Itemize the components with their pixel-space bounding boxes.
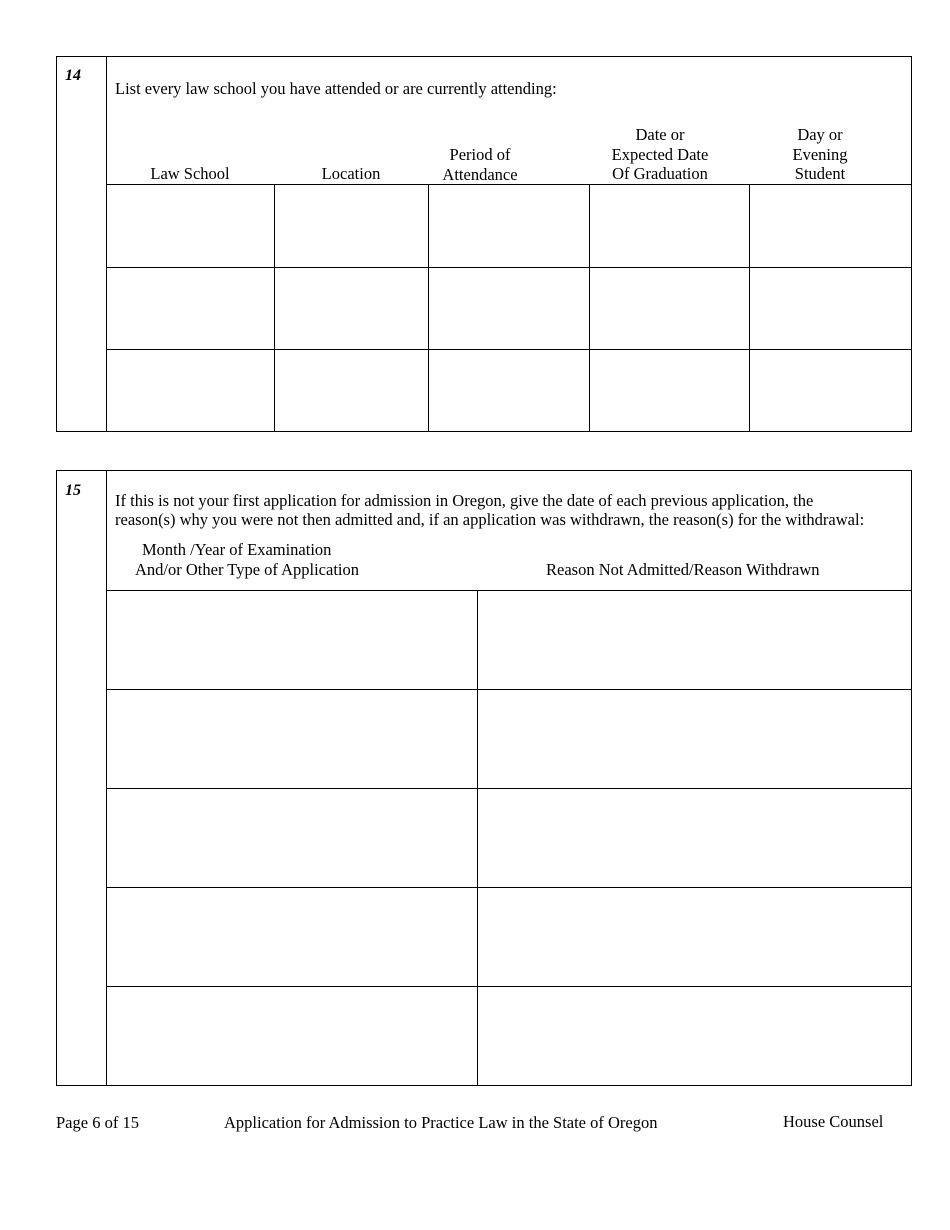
exam-date-field[interactable] — [107, 690, 477, 788]
column-header-reason: Reason Not Admitted/Reason Withdrawn — [546, 560, 820, 579]
period-of-attendance-field[interactable] — [429, 185, 589, 267]
exam-date-field[interactable] — [107, 789, 477, 887]
period-of-attendance-field[interactable] — [429, 268, 589, 349]
location-field[interactable] — [275, 185, 428, 267]
period-of-attendance-field[interactable] — [429, 350, 589, 431]
section-15-number: 15 — [65, 482, 81, 499]
section-14-instruction: List every law school you have attended or are currently attending: — [115, 79, 557, 98]
column-header-exam-date-line-2: And/or Other Type of Application — [135, 560, 359, 579]
exam-date-field[interactable] — [107, 987, 477, 1085]
law-school-field[interactable] — [107, 185, 274, 267]
column-header-location: Location — [321, 164, 381, 183]
reason-field[interactable] — [478, 690, 911, 788]
reason-field[interactable] — [478, 591, 911, 689]
law-school-field[interactable] — [107, 268, 274, 349]
column-header-law-school: Law School — [150, 164, 230, 183]
reason-field[interactable] — [478, 789, 911, 887]
section-14-number: 14 — [65, 67, 81, 84]
reason-field[interactable] — [478, 987, 911, 1085]
column-header-day-evening: Day or Evening Student — [792, 125, 848, 183]
footer-page-number: Page 6 of 15 — [56, 1113, 139, 1132]
graduation-date-field[interactable] — [590, 185, 749, 267]
graduation-date-field[interactable] — [590, 350, 749, 431]
column-header-graduation-date: Date or Expected Date Of Graduation — [611, 125, 709, 183]
graduation-date-field[interactable] — [590, 268, 749, 349]
location-field[interactable] — [275, 350, 428, 431]
exam-date-field[interactable] — [107, 591, 477, 689]
footer-title: Application for Admission to Practice Law in the State of Oregon — [224, 1113, 658, 1132]
location-field[interactable] — [275, 268, 428, 349]
day-evening-field[interactable] — [750, 350, 911, 431]
footer-category: House Counsel — [783, 1112, 884, 1131]
section-15-instruction-line-2: reason(s) why you were not then admitted and, if an application was withdrawn, the reason(s) for the withdrawal: — [115, 510, 865, 529]
exam-date-field[interactable] — [107, 888, 477, 986]
day-evening-field[interactable] — [750, 268, 911, 349]
day-evening-field[interactable] — [750, 185, 911, 267]
law-school-field[interactable] — [107, 350, 274, 431]
section-15-instruction-line-1: If this is not your first application for admission in Oregon, give the date of each previous application, the — [115, 491, 814, 510]
column-header-exam-date-line-1: Month /Year of Examination — [142, 540, 332, 559]
reason-field[interactable] — [478, 888, 911, 986]
column-header-period-of-attendance: Period of Attendance — [442, 145, 518, 184]
